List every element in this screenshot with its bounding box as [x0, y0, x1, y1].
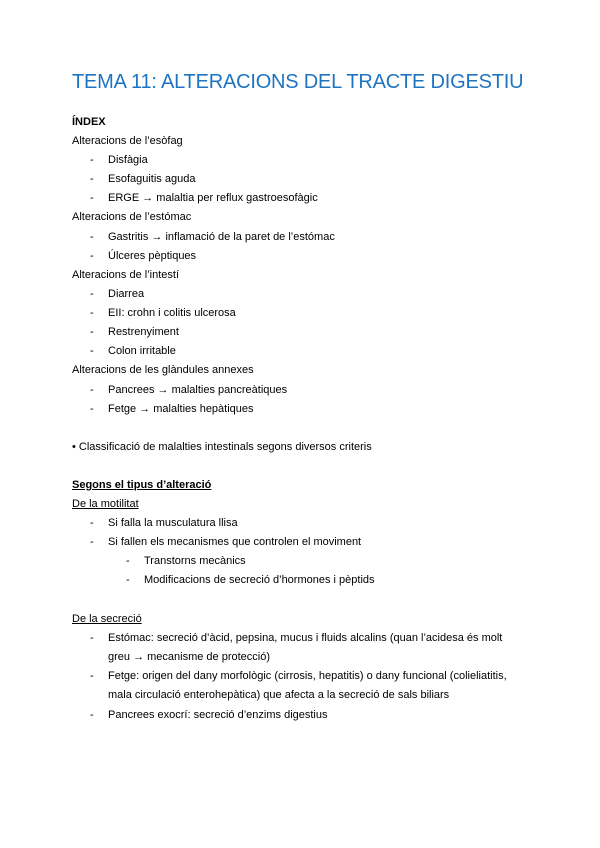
index-section-label: Alteracions de les glàndules annexes	[72, 364, 254, 376]
bullet-text: • Classificació de malalties intestinals segons diversos criteris	[72, 441, 372, 453]
index-item: Úlceres pèptiques	[108, 250, 197, 262]
list-dash: -	[126, 574, 130, 586]
motility-item: Si fallen els mecanismes que controlen el moviment	[108, 536, 362, 548]
secretion-item-line: Fetge: origen del dany morfològic (cirrosis, hepatitis) o dany funcional (colieliatitis,	[108, 670, 507, 682]
index-item: Pancrees → malalties pancreàtiques	[108, 384, 288, 396]
motility-item: Si falla la musculatura llisa	[108, 517, 238, 529]
subsection-heading-secretion: De la secreció	[72, 613, 142, 625]
page-title: TEMA 11: ALTERACIONS DEL TRACTE DIGESTIU	[72, 71, 524, 93]
index-item: Restrenyiment	[108, 326, 179, 338]
list-dash: -	[90, 403, 94, 415]
index-item: Gastritis → inflamació de la paret de l’estómac	[108, 231, 335, 243]
list-dash: -	[90, 192, 94, 204]
motility-subitem: Modificacions de secreció d’hormones i pèptids	[144, 574, 375, 586]
list-dash: -	[90, 250, 94, 262]
list-dash: -	[126, 555, 130, 567]
index-section-label: Alteracions de l’estómac	[72, 211, 192, 223]
index-section-label: Alteracions de l’esòfag	[72, 135, 183, 147]
index-item: Diarrea	[108, 288, 145, 300]
list-dash: -	[90, 307, 94, 319]
list-dash: -	[90, 517, 94, 529]
secretion-item-line: Pancrees exocrí: secreció d’enzims digestius	[108, 709, 328, 721]
list-dash: -	[90, 288, 94, 300]
subsection-heading-motility: De la motilitat	[72, 498, 139, 510]
index-heading: ÍNDEX	[72, 116, 106, 128]
list-dash: -	[90, 231, 94, 243]
list-dash: -	[90, 709, 94, 721]
secretion-item-line: mala circulació enterohepàtica) que afecta a la secreció de sals biliars	[108, 689, 450, 701]
secretion-item-line: Estómac: secreció d’àcid, pepsina, mucus i fluids alcalins (quan l’acidesa és molt	[108, 632, 503, 644]
index-item: Esofaguitis aguda	[108, 173, 196, 185]
section-heading: Segons el tipus d’alteració	[72, 479, 212, 491]
list-dash: -	[90, 173, 94, 185]
index-item: ERGE → malaltia per reflux gastroesofàgic	[108, 192, 318, 204]
list-dash: -	[90, 326, 94, 338]
motility-subitem: Transtorns mecànics	[144, 555, 246, 567]
index-item: EII: crohn i colitis ulcerosa	[108, 307, 236, 319]
list-dash: -	[90, 345, 94, 357]
list-dash: -	[90, 384, 94, 396]
list-dash: -	[90, 632, 94, 644]
index-item: Disfàgia	[108, 154, 148, 166]
index-item: Fetge → malalties hepàtiques	[108, 403, 254, 415]
index-section-label: Alteracions de l’intestí	[72, 269, 179, 281]
list-dash: -	[90, 536, 94, 548]
list-dash: -	[90, 154, 94, 166]
index-item: Colon irritable	[108, 345, 176, 357]
list-dash: -	[90, 670, 94, 682]
secretion-item-line: greu → mecanisme de protecció)	[108, 651, 271, 663]
